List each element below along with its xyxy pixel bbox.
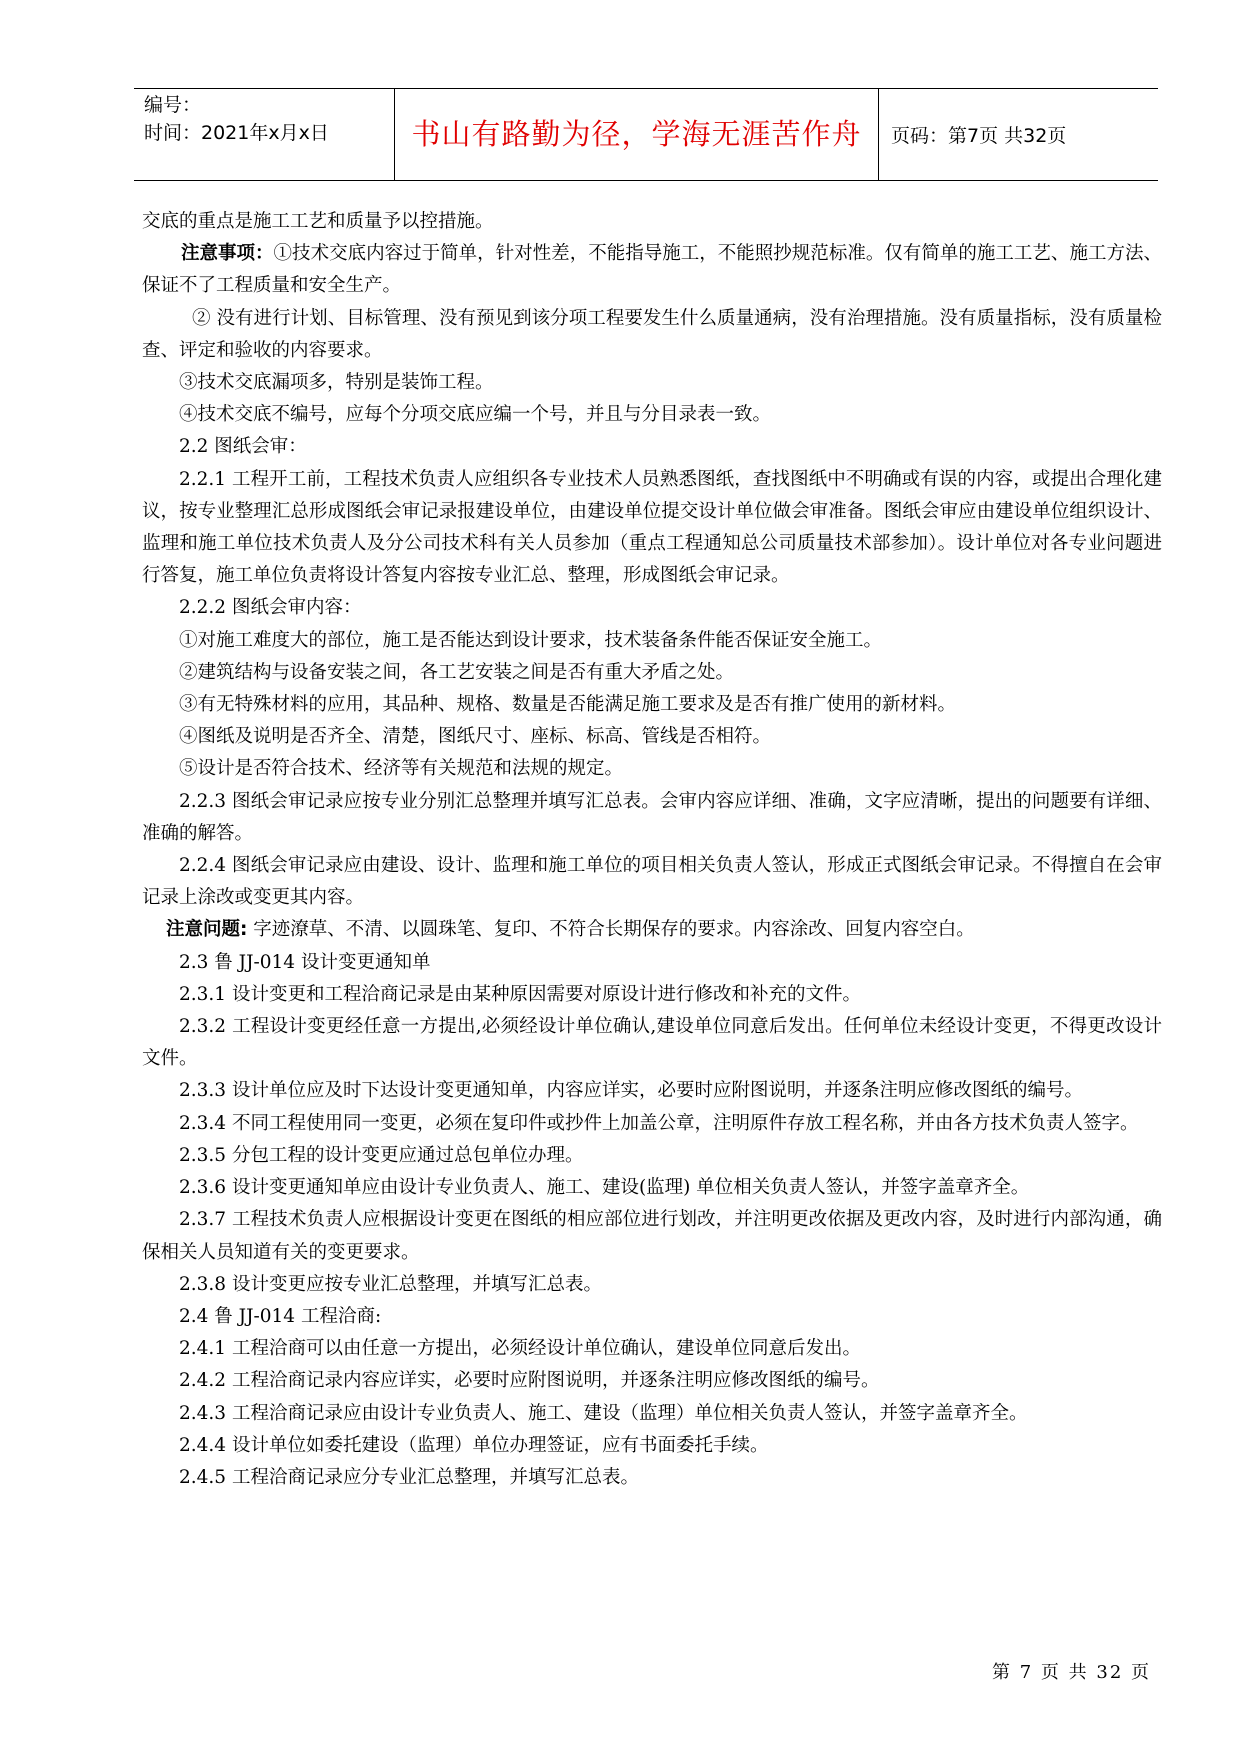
paragraph: 2.4.5 工程洽商记录应分专业汇总整理，并填写汇总表。 (179, 1466, 639, 1488)
notice-paragraph (142, 914, 1162, 946)
paragraph: 2.3.5 分包工程的设计变更应通过总包单位办理。 (179, 1144, 584, 1166)
list-item: ④图纸及说明是否齐全、清楚，图纸尺寸、座标、标高、管线是否相符。 (179, 726, 772, 748)
paragraph-text: 字迹潦草、不清、以圆珠笔、复印、不符合长期保存的要求。内容涂改、回复内容空白。 (253, 919, 975, 941)
paragraph: 2.2.4 图纸会审记录应由建设、设计、监理和施工单位的项目相关负责人签认，形成正式图纸会审记录。不得擅自在会审记录上涂改或变更其内容。 (142, 855, 1162, 909)
paragraph: 2.4.4 设计单位如委托建设（监理）单位办理签证，应有书面委托手续。 (179, 1434, 769, 1456)
paragraph: ④技术交底不编号，应每个分项交底应编一个号，并且与分目录表一致。 (179, 404, 772, 426)
paragraph: 2.3.6 设计变更通知单应由设计专业负责人、施工、建设(监理) 单位相关负责人签认，并签字盖章齐全。 (179, 1177, 1030, 1199)
paragraph: 2.4.1 工程洽商可以由任意一方提出，必须经设计单位确认，建设单位同意后发出。 (179, 1338, 861, 1360)
paragraph: 2.3.4 不同工程使用同一变更，必须在复印件或抄件上加盖公章，注明原件存放工程名称，并由各方技术负责人签字。 (179, 1112, 1139, 1134)
notice-items-label: 注意事项： (181, 243, 274, 265)
paragraph: 2.3.3 设计单位应及时下达设计变更通知单，内容应详实，必要时应附图说明，并逐条注明应修改图纸的编号。 (179, 1080, 1083, 1102)
paragraph: 2.3.7 工程技术负责人应根据设计变更在图纸的相应部位进行划改，并注明更改依据及更改内容，及时进行内部沟通，确保相关人员知道有关的变更要求。 (142, 1209, 1162, 1263)
paragraph: ② 没有进行计划、目标管理、没有预见到该分项工程要发生什么质量通病，没有治理措施。没有质量指标，没有质量检查、评定和验收的内容要求。 (142, 307, 1162, 361)
section-heading: 2.4 鲁 JJ-014 工程洽商: (179, 1305, 382, 1327)
notice-paragraph (142, 238, 1162, 302)
section-heading: 2.2.2 图纸会审内容： (179, 597, 362, 619)
header-meta (144, 89, 394, 180)
paragraph: 2.2.1 工程开工前，工程技术负责人应组织各专业技术人员熟悉图纸，查找图纸中不明确或有误的内容，或提出合理化建议，按专业整理汇总形成图纸会审记录报建设单位，由建设单位提交设计单位做会审准备。图纸会审应由建设单位组织设计、监理和施工单位技术负责人及分公司技术科有关人员参加（重点工程通知总公司质量技术部参加）。设计单位对各专业问题进行答复，施工单位负责将设计答复内容按专业汇总、整理，形成图纸会审记录。 (142, 468, 1162, 587)
paragraph: 2.2.3 图纸会审记录应按专业分别汇总整理并填写汇总表。会审内容应详细、准确，文字应清晰，提出的问题要有详细、准确的解答。 (142, 790, 1162, 844)
paragraph: 2.4.3 工程洽商记录应由设计专业负责人、施工、建设（监理）单位相关负责人签认，并签字盖章齐全。 (179, 1402, 1028, 1424)
list-item: ⑤设计是否符合技术、经济等有关规范和法规的规定。 (179, 758, 624, 780)
notice-problems-label: 注意问题: (166, 919, 248, 941)
document-number-label: 编号： (144, 94, 202, 116)
page-header (134, 88, 1158, 181)
paragraph: 2.3.2 工程设计变更经任意一方提出,必须经设计单位确认,建设单位同意后发出。任何单位未经设计变更，不得更改设计文件。 (142, 1016, 1162, 1070)
paragraph: 2.3.8 设计变更应按专业汇总整理，并填写汇总表。 (179, 1273, 602, 1295)
page-footer: 第 7 页 共 32 页 (992, 1662, 1151, 1683)
paragraph: 2.4.2 工程洽商记录内容应详实，必要时应附图说明，并逐条注明应修改图纸的编号。 (179, 1370, 880, 1392)
list-item: ②建筑结构与设备安装之间，各工艺安装之间是否有重大矛盾之处。 (179, 661, 735, 683)
paragraph: 交底的重点是施工工艺和质量予以控措施。 (142, 211, 494, 232)
list-item: ①对施工难度大的部位，施工是否能达到设计要求，技术装备条件能否保证安全施工。 (179, 629, 883, 651)
paragraph: 2.3.1 设计变更和工程洽商记录是由某种原因需要对原设计进行修改和补充的文件。 (179, 983, 861, 1005)
header-motto-cell (394, 89, 879, 180)
section-heading: 2.3 鲁 JJ-014 设计变更通知单 (179, 951, 431, 973)
header-motto: 书山有路勤为径，学海无涯苦作舟 (411, 117, 862, 151)
header-page-code-cell (879, 89, 1158, 180)
list-item: ③有无特殊材料的应用，其品种、规格、数量是否能满足施工要求及是否有推广使用的新材料。 (179, 694, 957, 716)
paragraph: ③技术交底漏项多，特别是装饰工程。 (179, 372, 494, 394)
document-time-label: 时间：2021年x月x日 (144, 122, 329, 144)
paragraph-text: ①技术交底内容过于简单，针对性差，不能指导施工，不能照抄规范标准。仅有简单的施工工艺、施工方法、保证不了工程质量和安全生产。 (142, 243, 1162, 297)
document-body (142, 206, 1162, 1494)
header-page-code: 页码：第7页 共32页 (891, 125, 1067, 147)
section-heading: 2.2 图纸会审： (179, 436, 307, 458)
